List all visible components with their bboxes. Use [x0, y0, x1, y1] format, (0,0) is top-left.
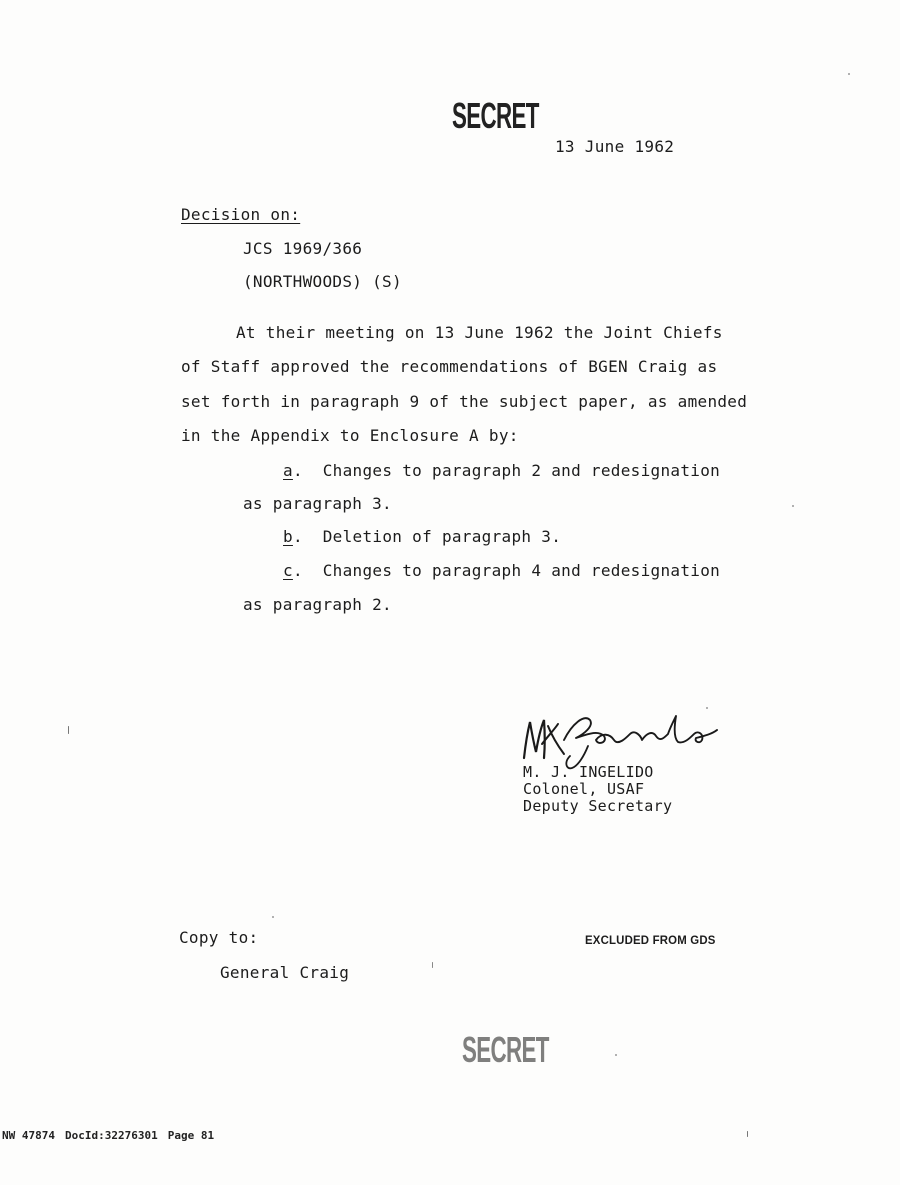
document-date: 13 June 1962 — [555, 137, 675, 156]
copy-to-label: Copy to: — [179, 928, 259, 947]
copy-to-recipient: General Craig — [220, 963, 350, 982]
paper-speck — [848, 73, 850, 75]
footer-docid: DocId:32276301 — [64, 1129, 158, 1142]
secret-stamp-top: SECRET — [452, 95, 539, 136]
item-a-letter: a — [283, 461, 293, 480]
reference-northwoods: (NORTHWOODS) (S) — [243, 272, 402, 291]
body-line-4: in the Appendix to Enclosure A by: — [181, 426, 519, 445]
paper-speck — [615, 1054, 617, 1056]
signatory-title: Deputy Secretary — [523, 797, 673, 815]
body-line-1: At their meeting on 13 June 1962 the Joint Chiefs — [236, 323, 723, 342]
paper-speck — [432, 962, 433, 968]
signatory-rank: Colonel, USAF — [523, 780, 645, 798]
item-c-letter: c — [283, 561, 293, 580]
item-c: c. Changes to paragraph 4 and redesignation — [283, 561, 721, 580]
body-line-3: set forth in paragraph 9 of the subject paper, as amended — [181, 392, 748, 411]
item-c-continuation: as paragraph 2. — [243, 595, 392, 614]
item-b: b. Deletion of paragraph 3. — [283, 527, 562, 546]
body-line-2: of Staff approved the recommendations of BGEN Craig as — [181, 357, 718, 376]
footer-nw-number: NW 47874 — [2, 1129, 55, 1142]
signatory-name: M. J. INGELIDO — [523, 763, 654, 781]
item-a: a. Changes to paragraph 2 and redesignation — [283, 461, 721, 480]
secret-stamp-bottom: SECRET — [462, 1029, 549, 1070]
paper-speck — [792, 505, 794, 507]
footer-page: Page 81 — [167, 1129, 215, 1142]
item-c-text: Changes to paragraph 4 and redesignation — [322, 561, 721, 580]
reference-jcs: JCS 1969/366 — [243, 239, 363, 258]
paper-speck — [706, 707, 708, 709]
item-a-continuation: as paragraph 3. — [243, 494, 392, 513]
item-a-text: Changes to paragraph 2 and redesignation — [322, 461, 721, 480]
item-b-letter: b — [283, 527, 293, 546]
paper-speck — [272, 916, 274, 918]
handwritten-signature — [518, 700, 718, 770]
paper-speck — [68, 726, 69, 734]
item-b-text: Deletion of paragraph 3. — [322, 527, 562, 546]
paper-speck — [747, 1131, 748, 1137]
decision-heading: Decision on: — [181, 205, 301, 224]
excluded-from-gds-stamp: EXCLUDED FROM GDS — [585, 933, 716, 947]
archive-footer — [2, 1129, 224, 1142]
